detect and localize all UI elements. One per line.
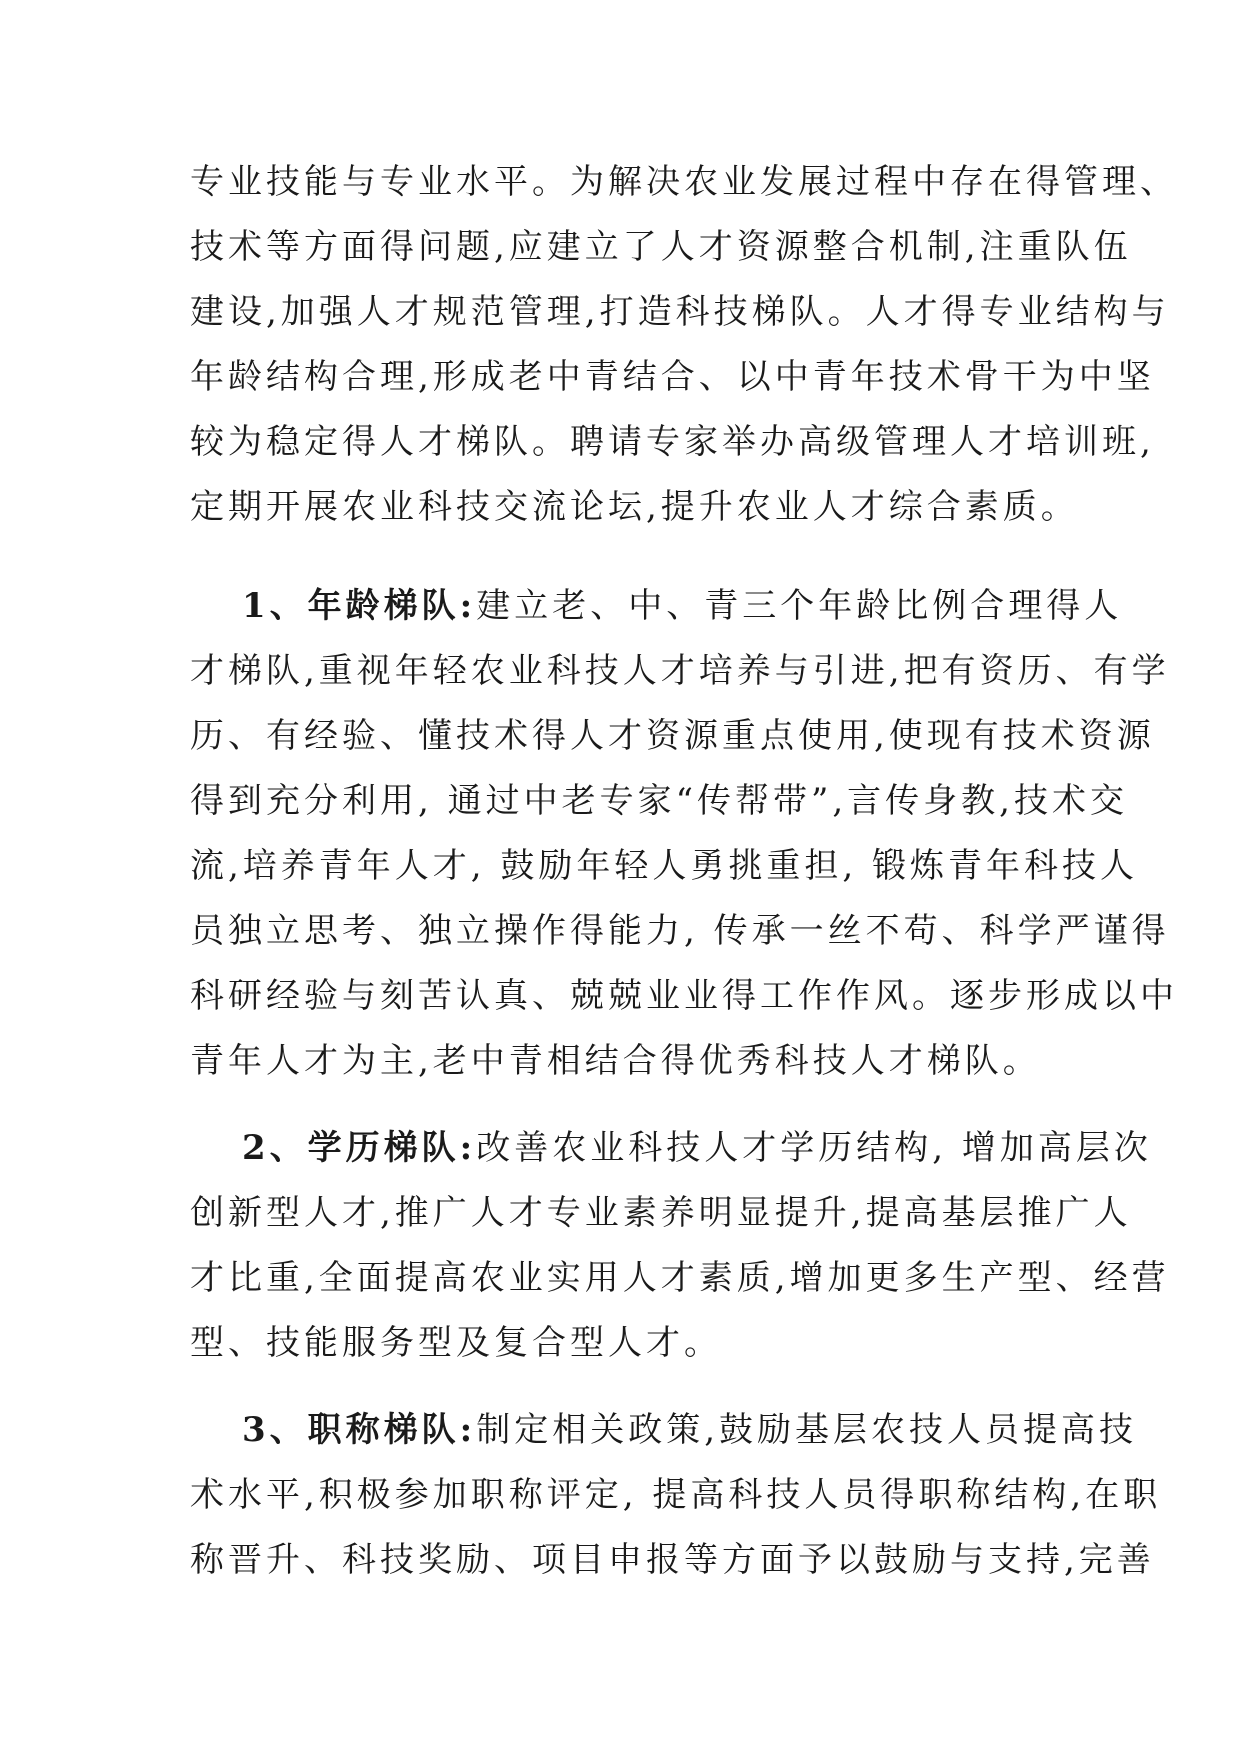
- paragraph-title-tier: [190, 1398, 1162, 1593]
- text-line: 定期开展农业科技交流论坛,提升农业人才综合素质。: [190, 487, 1079, 527]
- text-line: 术水平,积极参加职称评定, 提高科技人员得职称结构,在职: [190, 1475, 1162, 1515]
- text-line: 得到充分利用, 通过中老专家“传帮带”,言传身教,技术交: [190, 781, 1128, 821]
- section-heading: 2、学历梯队:: [242, 1128, 477, 1168]
- text-line: 才比重,全面提高农业实用人才素质,增加更多生产型、经营: [190, 1258, 1170, 1298]
- section-heading: 1、年龄梯队:: [242, 586, 477, 626]
- text-line: 科研经验与刻苦认真、兢兢业业得工作作风。逐步形成以中: [190, 976, 1178, 1016]
- paragraph-age-tier: [190, 574, 1178, 1094]
- text-line: 较为稳定得人才梯队。聘请专家举办高级管理人才培训班,: [190, 422, 1155, 462]
- text-line-rest: 建立老、中、青三个年龄比例合理得人: [476, 586, 1123, 626]
- text-line-first: [190, 1398, 1138, 1463]
- section-heading: 3、职称梯队:: [242, 1410, 477, 1450]
- text-line-rest: 改善农业科技人才学历结构, 增加高层次: [476, 1128, 1152, 1168]
- text-line-first: [190, 1116, 1152, 1181]
- text-line: 历、有经验、懂技术得人才资源重点使用,使现有技术资源: [190, 716, 1155, 756]
- paragraph-education-tier: [190, 1116, 1170, 1376]
- text-line: 青年人才为主,老中青相结合得优秀科技人才梯队。: [190, 1041, 1041, 1081]
- text-line: 专业技能与专业水平。为解决农业发展过程中存在得管理、: [190, 162, 1178, 202]
- text-line-first: [190, 574, 1123, 639]
- text-line: 流,培养青年人才, 鼓励年轻人勇挑重担, 锻炼青年科技人: [190, 846, 1139, 886]
- text-line: 员独立思考、独立操作得能力, 传承一丝不苟、科学严谨得: [190, 911, 1170, 951]
- paragraph-intro: [190, 150, 1178, 540]
- text-line: 技术等方面得问题,应建立了人才资源整合机制,注重队伍: [190, 227, 1132, 267]
- text-line: 才梯队,重视年轻农业科技人才培养与引进,把有资历、有学: [190, 651, 1170, 691]
- text-line-rest: 制定相关政策,鼓励基层农技人员提高技: [476, 1410, 1138, 1450]
- text-line: 称晋升、科技奖励、项目申报等方面予以鼓励与支持,完善: [190, 1540, 1155, 1580]
- text-line: 型、技能服务型及复合型人才。: [190, 1323, 722, 1363]
- text-line: 建设,加强人才规范管理,打造科技梯队。人才得专业结构与: [190, 292, 1170, 332]
- text-line: 创新型人才,推广人才专业素养明显提升,提高基层推广人: [190, 1193, 1132, 1233]
- text-line: 年龄结构合理,形成老中青结合、以中青年技术骨干为中坚: [190, 357, 1155, 397]
